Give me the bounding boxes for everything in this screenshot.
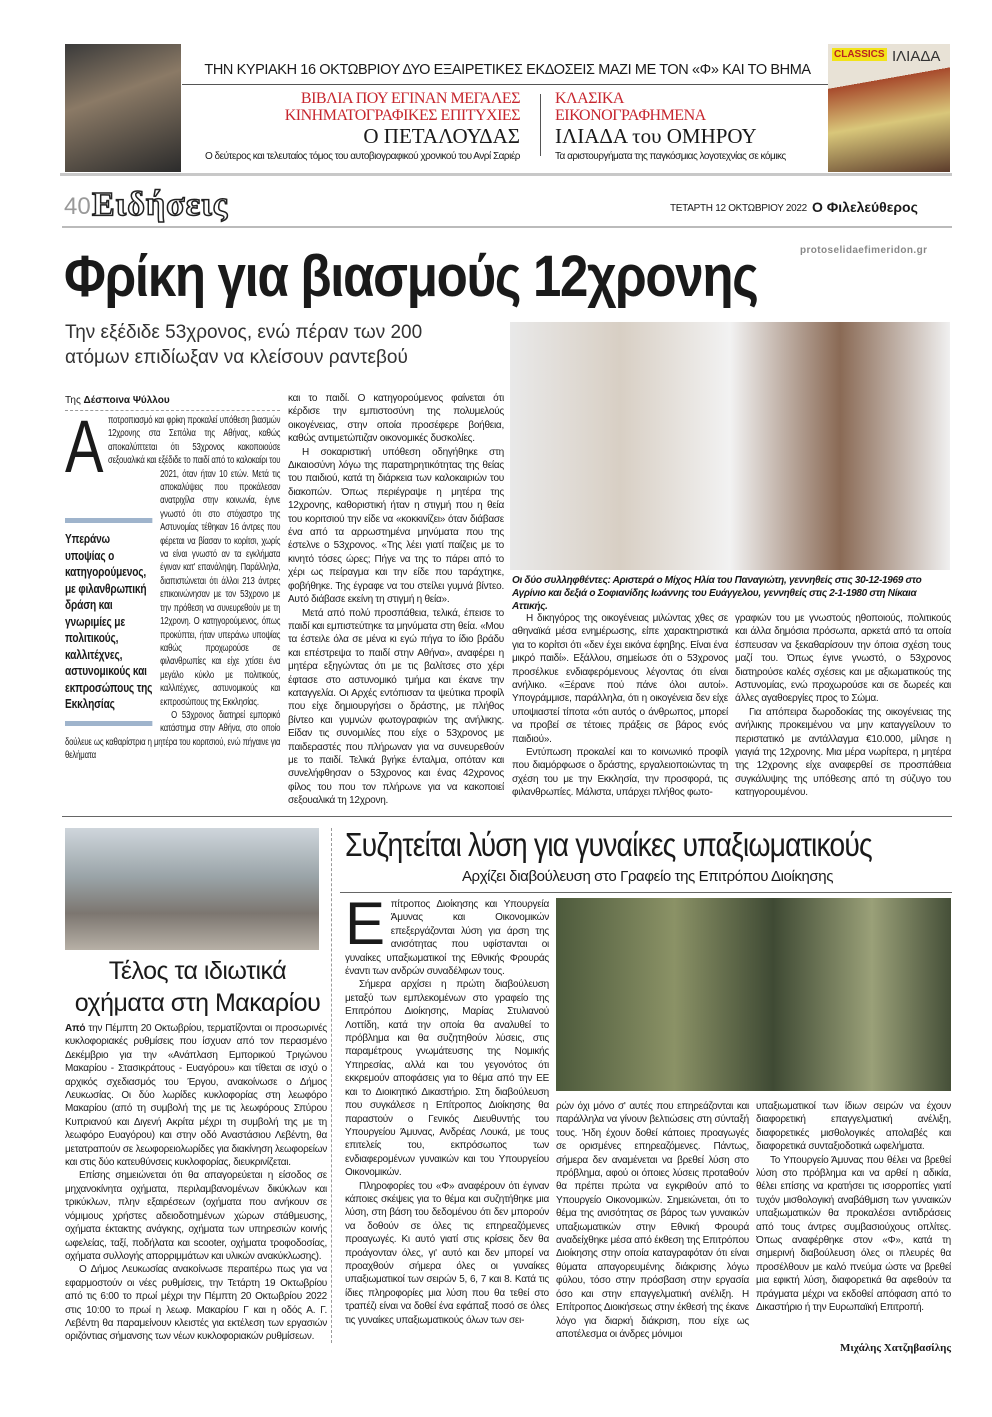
drop-cap: Ε xyxy=(345,898,385,957)
main-col-2 xyxy=(288,392,504,808)
lead-word: Από xyxy=(65,1023,86,1034)
paragraph: Πληροφορίες του «Φ» αναφέρουν ότι έγιναν κάποιες σκέψεις για το θέμα και συζητήθηκε μια λύση, στη βάση του δεδομένου ότι δεν μπορούν να δοθούν σε όλες τις επηρεαζόμενες προαγωγές. Κι αυτό γιατί στις κρίσεις δεν θα προάγονταν όλες, γι' αυτό και δεν μπορεί να προαχθούν σήμερα όλες οι γυναίκες υπαξιωματικοί των σειρών 5, 6, 7 και 8. Κατά τις ίδιες πληροφορίες μια λύση που θα τεθεί στο τραπέζι είναι να δοθεί ένα εφάπαξ ποσό σε όλες τις γυναίκες υπαξιωματικούς όλων των σει- xyxy=(345,1180,549,1326)
paragraph: την Πέμπτη 20 Οκτωβρίου, τερματίζονται οι προσωρινές κυκλοφοριακές ρυθμίσεις που ίσχυαν από τον περασμένο Δεκέμβριο για την «Ανάπλαση Εμπορικού Τριγώνου Μακαρίου - Στασικράτους - Ευαγόρου» και τίθεται σε ισχύ ο αρχικός σχεδιασμός του Έργου, ανακοίνωσε ο Δήμος Λευκωσίας. Οι δύο λωρίδες κυκλοφορίας στη λεωφόρο Μακαρίου (από τη συμβολή της με τις λεωφόρους Σπύρου Κυπριανού και Διγενή Ακρίτα μέχρι τη συμβολή της με τη λεωφόρο Ευαγόρου) και στην οδό Αναστάσιου Λεβέντη, θα μετατραπούν σε λεωφορειολωρίδες για διακίνηση λεωφορείων και στις δύο κατευθύνσεις κυκλοφορίας, διευκρινίζεται. xyxy=(65,1023,327,1169)
photo-caption: Οι δύο συλληφθέντες: Αριστερά ο Μίχος Ηλία του Παναγιώτη, γεννηθείς στις 30-12-1969 στο Αγρίνιο και δεξιά ο Σοφιανίδης Ιωάννης του Ευάγγελου, γεννηθείς στις 2-1-1980 στη Νίκαια Αττικής. xyxy=(512,575,922,612)
suspects-photo xyxy=(510,322,950,570)
main-subhead xyxy=(65,320,505,370)
cover-title: ΙΛΙΑΔΑ xyxy=(892,48,941,65)
book-cover-iliada xyxy=(828,44,950,172)
officers-col-3 xyxy=(756,1100,951,1360)
paragraph: Το Υπουργείο Άμυνας που θέλει να βρεθεί λύση στο πρόβλημα και να αρθεί η αδικία, θέλει επίσης να κρατήσει τις ισορροπίες γιατί τυχόν μισθολογική αναβάθμιση των γυναικών υπαξιωματικών θα προκαλέσει αντιδράσεις από τους άντρες συμβασιούχους οπλίτες. Όπως αναφέρθηκε στον «Φ», κατά τη σημερινή διαβούλευση όλες οι πλευρές θα προσέλθουν με καλό πνεύμα ώστε να βρεθεί μια εφικτή λύση, διαφορετικά θα αφεθούν τα πράγματα μέχρι να εκδοθεί απόφαση από το Δικαστήριο ή την Ευρωπαϊκή Επιτροπή. xyxy=(756,1154,951,1314)
banner-right-promo xyxy=(555,90,825,162)
promo-desc: Ο δεύτερος και τελευταίος τόμος του αυτοβιογραφικού χρονικού του Ανρί Σαριέρ xyxy=(204,151,520,162)
book-cover-petaloudas xyxy=(65,44,181,172)
section-rule xyxy=(62,816,952,817)
paragraph: Επίσης σημειώνεται ότι θα απαγορεύεται η είσοδος σε μηχανοκίνητα οχήματα, περιλαμβανομένων δικύκλων και τρικύκλων, πλην εξαιρέσεων (οχήματα που ανήκουν σε νόμιμους χρήστες αδειοδοτημένων χώρων στάθμευσης, οχήματα έκτακτης ανάγκης, οχήματα των υπηρεσιών κοινής ωφελείας, ταξί, ποδήλατα και scooter, οχήματα τροφοδοσίας, οχήματα συλλογής απορριμμάτων και υλικών ανακύκλωσης). xyxy=(65,1170,327,1262)
column-divider xyxy=(331,828,332,1343)
banner-bottom-rule xyxy=(60,173,952,176)
drop-cap: Α xyxy=(65,414,104,488)
paper-logo: Ο Φιλελεύθερος xyxy=(812,199,918,215)
paragraph: Σήμερα αρχίσει η πρώτη διαβούλευση μεταξύ των εμπλεκομένων στο γραφείο της Επιτρόπου Διοίκησης, Μαρίας Στυλιανού Λοττίδη, κατά την οποία θα αναλυθεί το πρόβλημα και θα συζητηθούν λύσεις, στις παραμέτρους γνωμάτευσης της Νομικής Υπηρεσίας, αλλά και του γεγονότος ότι εκκρεμούν αποφάσεις για το θέμα από την ΕΕ και το Διοικητικό Δικαστήριο. Στη διαβούλευση που συγκάλεσε η Επίτροπος Διοίκησης θα παραστούν ο Γενικός Διευθυντής του Υπουργείου Άμυνας, Ανδρέας Λουκά, με τους επιτελείς του, εκπρόσωπος των ενδιαφερομένων γυναικών και του Υπουργείου Οικονομικών. xyxy=(345,979,549,1179)
promo-kicker: ΒΙΒΛΙΑ ΠΟΥ ΕΓΙΝΑΝ ΜΕΓΑΛΕΣ xyxy=(300,90,520,107)
promo-title: ΙΛΙΑΔΑ του ΟΜΗΡΟΥ xyxy=(555,124,757,148)
makariou-photo xyxy=(65,828,319,950)
paragraph: Η σοκαριστική υπόθεση οδηγήθηκε στη Δικαιοσύνη λόγω της παρατηρητικότητας της θείας του παιδιού, κατά τη διάρκεια των καλοκαιριών του διακοπών. Όπως περιέγραψε η μητέρα της 12χρονης, καθοριστική ήταν η στιγμή που η θεία του κοριτσιού την είδε να «κοκκινίζει» όταν διάβασε ένα από τα αρρωστημένα μηνύματα που της έστελνε ο 53χρονος. «Της λέει γιατί παίζεις με το κινητό τόσες ώρες; Πήγε να της το πάρει από το χέρι ως πείραγμα και την είδε που ταράχτηκε, φοβήθηκε. Της έγραφε να του στείλει γυμνά βίντεο. Αυτό διάβασε εκείνη τη στιγμή η θεία». xyxy=(288,446,504,606)
officers-rule xyxy=(340,892,952,893)
officers-author: Μιχάλης Χατζηβασίλης xyxy=(840,1342,951,1354)
paragraph: Για απόπειρα δωροδοκίας της οικογένειας της ανήλικης προκειμένου να μην καταγγείλουν το περιστατικό με αντάλλαγμα €10.000, μίλησε η γιαγιά της 12χρονης. Μια μέρα νωρίτερα, η μητέρα της 12χρονης είχε αναφερθεί σε προσπάθεια συγκάλυψης της υπόθεσης από τη σύζυγο του κατηγορουμένου. xyxy=(735,706,951,799)
page-number: 40 xyxy=(64,193,91,220)
officers-headline: Συζητείται λύση για γυναίκες υπαξιωματικούς xyxy=(345,826,872,863)
section-title: Ειδήσεις xyxy=(92,186,229,223)
banner-divider xyxy=(540,94,541,156)
issue-date: ΤΕΤΑΡΤΗ 12 ΟΚΤΩΒΡΙΟΥ 2022 xyxy=(670,203,807,214)
byline-prefix: Της xyxy=(65,395,84,406)
main-col-4 xyxy=(735,612,951,808)
paragraph: Ο Δήμος Λευκωσίας ανακοίνωσε περαιτέρω πως για να εφαρμοστούν οι νέες ρυθμίσεις, την Τετάρτη 19 Οκτωβρίου από τις 6:00 το πρωί μέχρι την Πέμπτη 20 Οκτωβρίου 2022 στις 10:00 το πρωί η λεωφ. Μακαρίου Γ και η οδός Α. Γ. Λεβέντη θα παραμείνουν κλειστές για εκτέλεση των εργασιών οριζόντιας σήμανσης των νέων κυκλοφοριακών ρυθμίσεων. xyxy=(65,1264,327,1343)
banner-headline: ΤΗΝ ΚΥΡΙΑΚΗ 16 ΟΚΤΩΒΡΙΟΥ ΔΥΟ ΕΞΑΙΡΕΤΙΚΕΣ ΕΚΔΟΣΕΙΣ ΜΑΖΙ ΜΕ ΤΟΝ «Φ» ΚΑΙ ΤΟ ΒΗΜΑ xyxy=(204,62,811,78)
paragraph: Μετά από πολύ προσπάθεια, τελικά, έπεισε το παιδί και εμπιστεύτηκε τα μηνύματα στη θεία. «Μου τα έστειλε όλα σε μένα κι εγώ πήγα το ίδιο βράδυ και επέστρεψα το παιδί στην Αθήνα», αναφέρει η μητέρα εξηγώντας ότι με τις βαλίτσες στο χέρι έφτασε στο αστυνομικό τμήμα και έκανε την καταγγελία. Οι Αρχές εντόπισαν τα ψεύτικα προφίλ που είχε δημιουργήσει ο δράστης, με πλήθος βίντεο και γυμνών φωτογραφιών της ανήλικης. Είδαν τις συνομιλίες που είχε ο 53χρονος με παιδεραστές που πλήρωναν για να συνευρεθούν με το παιδί. Τελικά βγήκε ένταλμα, οπόταν και συνελήφθησαν ο 53χρονος και ένας 42χρονος φίλος του που τον πλήρωνε για να κακοποιεί σεξουαλικά τη 12χρονη. xyxy=(288,607,504,807)
author-name: Δέσποινα Ψύλλου xyxy=(83,395,170,406)
pullquote: Υπεράνω υποψίας ο κατηγορούμενος, με φιλανθρωπική δράση και γνωριμίες με πολιτικούς, καλλιτέχνες, αστυνομικούς και εκπροσώπους της Εκκλησίας xyxy=(65,518,152,726)
officers-col-1 xyxy=(345,898,549,1370)
main-headline: Φρίκη για βιασμούς 12χρονης xyxy=(64,244,758,309)
paragraph: ποτροπιασμό και φρίκη προκαλεί υπόθεση βιασμών 12χρονης στα Σεπόλια της Αθήνας, καθώς αποκαλύπτεται ότι 53χρονος κακοποιούσε σεξουαλικά και εξέδιδε το παιδί από το καλοκαίρι του 2021, όταν ήταν 10 ετών. Μετά τις αποκαλύψεις που προκάλεσαν ανατριχίλα στην κοινωνία, έγινε γνωστό ότι στο στόχαστρο της Αστυνομίας τέθηκαν 16 άντρες που φέρεται να βίασαν το κορίτσι, χωρίς να είναι γνωστό αν τα εγκλήματα έγιναν κατ' επανάληψη. Παράλληλα, διαπιστώνεται ότι άλλοι 213 άντρες επικοινώνησαν με τον 53χρονο με την πρόθεση να συνευρεθούν με τη 12χρονη. Ο κατηγορούμενος, όπως προκύπτει, ήταν υπεράνω υποψίας καθώς προχωρούσε σε φιλανθρωπίες και είχε χτίσει ένα μεγάλο κύκλο με πολιτικούς, καλλιτέχνες, αστυνομικούς και εκπροσώπους της Εκκλησίας. xyxy=(107,415,281,708)
banner-rule xyxy=(182,84,828,85)
subhead-line: ατόμων επιδίωξαν να κλείσουν ραντεβού xyxy=(65,347,408,368)
headline-line: Τέλος τα ιδιωτικά xyxy=(108,957,287,985)
makariou-headline xyxy=(65,955,330,1019)
promo-desc: Τα αριστουργήματα της παγκόσμιας λογοτεχνίας σε κόμικς xyxy=(555,151,786,162)
paragraph: Ο 53χρονος διατηρεί εμπορικό κατάστημα στην Αθήνα, στο οποίο δούλευε ως καθαρίστρια η μητέρα του κοριτσιού, ενώ πήγαινε για θελήματα xyxy=(65,709,281,762)
subhead-line: Την εξέδιδε 53χρονος, ενώ πέραν των 200 xyxy=(65,322,423,343)
promo-title: Ο ΠΕΤΑΛΟΥΔΑΣ xyxy=(363,124,520,148)
header-rule xyxy=(62,226,952,228)
paragraph: ρών όχι μόνο σ' αυτές που επηρεάζονται και παράλληλα να γίνουν βελτιώσεις στη σύνταξή τους. Ήδη έχουν δοθεί κάποιες προαγωγές σε ορισμένες επηρεαζόμενες. Πάντως, σήμερα δεν αναμένεται να βρεθεί λύση στο πρόβλημα, αφού οι όποιες λύσεις προταθούν θα πρέπει πρώτα να εγκριθούν από το Υπουργείο Οικονομικών. Σημειώνεται, ότι το θέμα της ανισότητας σε βάρος των γυναικών υπαξιωματικών στην Εθνική Φρουρά αναδείχθηκε μέσα από έκθεση της Επιτρόπου Διοίκησης στην οποία καταγραφόταν ότι είναι θύματα απαγορευμένης διάκρισης λόγω φύλου, τόσο στην πρόσβαση στην εργασία όσο και στην επαγγελματική ανέλιξη. Η Επίτροπος Διοικήσεως στην έκθεσή της έκανε λόγο για διαρκή διάκριση, που είχε ως αποτέλεσμα οι άνδρες μόνιμοι xyxy=(556,1101,749,1340)
paragraph: Εντύπωση προκαλεί και το κοινωνικό προφίλ που διαμόρφωσε ο δράστης, εργαλειοποιώντας τη σχέση του με την Εκκλησία, την προσφορά, τις φιλανθρωπίες. Μάλιστα, υπάρχει πλήθος φωτο- xyxy=(512,747,728,799)
byline xyxy=(65,395,280,411)
soldiers-photo xyxy=(556,898,951,1091)
promo-kicker: ΚΙΝΗΜΑΤΟΓΡΑΦΙΚΕΣ ΕΠΙΤΥΧΙΕΣ xyxy=(284,107,520,124)
promo-kicker: ΚΛΑΣΙΚΑ xyxy=(555,90,624,107)
promo-kicker: ΕΙΚΟΝΟΓΡΑΦΗΜΕΝΑ xyxy=(555,107,706,124)
paragraph: υπαξιωματικοί των ίδιων σειρών να έχουν διαφορετική επαγγελματική ανέλιξη, διαφορετικές μισθολογικές απολαβές και διαφορετικά συνταξιοδοτικά ωφελήματα. xyxy=(756,1101,951,1153)
cover-brand: CLASSICS xyxy=(834,49,885,60)
paragraph: γραφιών του με γνωστούς ηθοποιούς, πολιτικούς και άλλα δημόσια πρόσωπα, αρκετά από τα οποία έσπευσαν να ξεκαθαρίσουν την όποια σχέση τους μαζί του. Όπως έγινε γνωστό, ο 53χρονος διατηρούσε καλές σχέσεις και με αξιωματικούς της Αστυνομίας, ενώ προχωρούσε και σε δωρεές και άλλες αγαθοεργίες προς το Σώμα. xyxy=(735,613,951,705)
headline-line: οχήματα στη Μακαρίου xyxy=(74,989,321,1017)
officers-subhead: Αρχίζει διαβούλευση στο Γραφείο της Επιτρόπου Διοίκησης xyxy=(461,868,834,885)
officers-col-2 xyxy=(556,1100,749,1372)
paragraph: πίτροπος Διοίκησης και Υπουργεία Άμυνας και Οικονομικών επεξεργάζονται λύση για άρση της ανισότητας που υφίστανται οι γυναίκες υπαξιωματικοί της Εθνικής Φρουράς έναντι των ανδρών συναδέλφων τους. xyxy=(345,899,549,978)
main-col-3 xyxy=(512,612,728,808)
paragraph: και το παιδί. Ο κατηγορούμενος φαίνεται ότι κέρδισε την εμπιστοσύνη της πολυμελούς οικογένειας, στην οποία προσέφερε βοήθεια, καθώς αντιμετώπιζαν οικονομικές δυσκολίες. xyxy=(288,393,504,445)
makariou-body xyxy=(65,1022,327,1372)
watermark: protoselidaefimeridon.gr xyxy=(800,245,928,256)
paragraph: Η δικηγόρος της οικογένειας μιλώντας χθες σε αθηναϊκά μέσα ενημέρωσης, είπε χαρακτηριστικά για το κορίτσι ότι «δεν έχει εικόνα έφηβης. Είναι ένα μικρό παιδί». Εξάλλου, σημείωσε ότι ο 53χρονος προσέλκυε ενδιαφερόμενους λέγοντας ότι είναι ανήλικο. «Ξέρανε πού πάνε όλοι αυτοί». Υπογράμμισε, παράλληλα, ότι η οικογένεια δεν είχε υποψιαστεί τίποτα «ότι αυτός ο άνθρωπος, μπορεί να προβεί σε τέτοιες πράξεις σε βάρος ενός παιδιού». xyxy=(512,613,728,745)
banner-left-promo xyxy=(190,90,520,162)
main-col-1 xyxy=(65,414,280,814)
